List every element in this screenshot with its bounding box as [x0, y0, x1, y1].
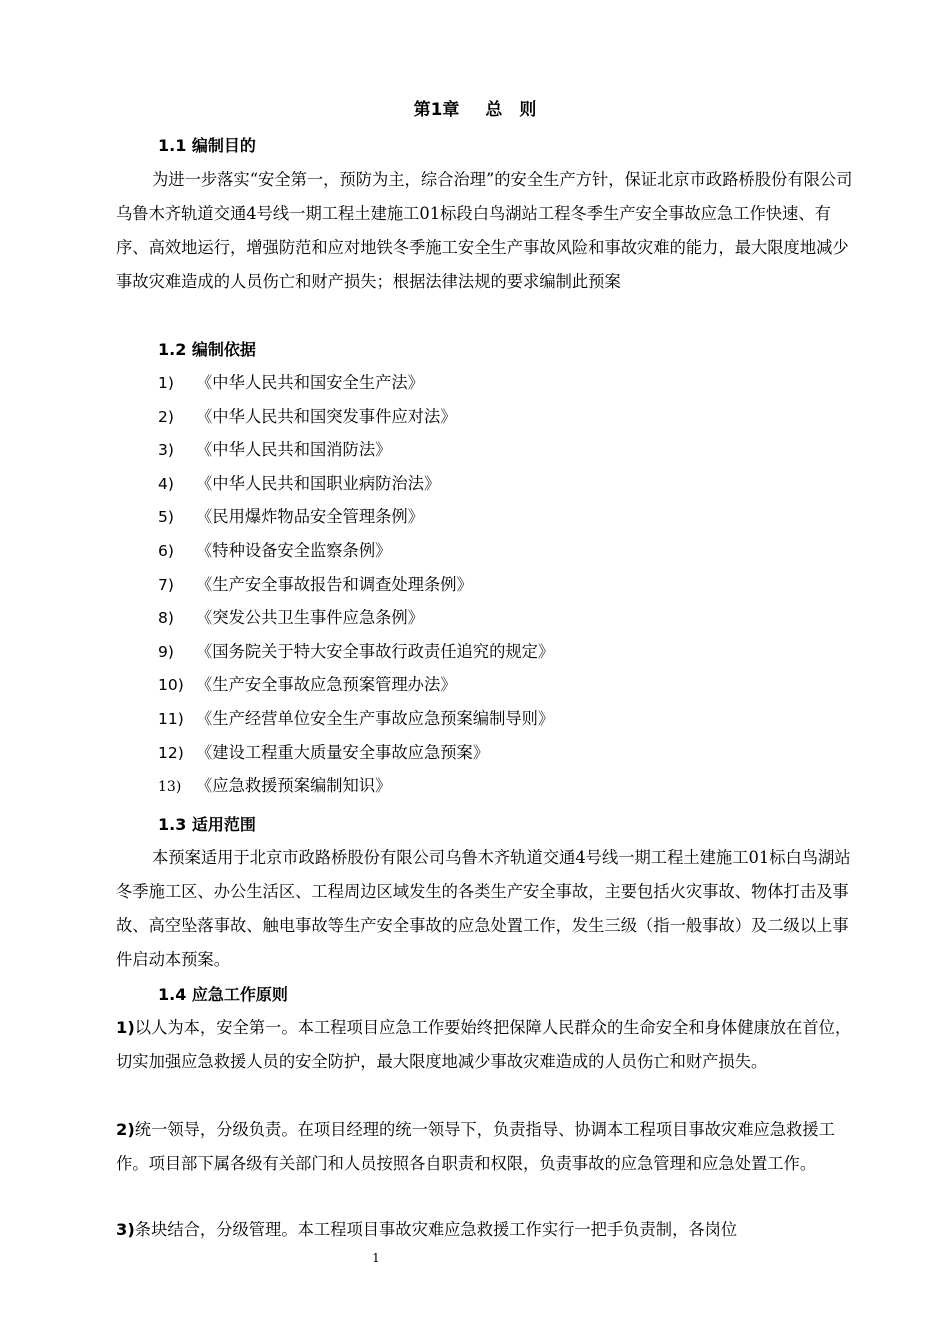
principle-item-1: 1)以人为本，安全第一。本工程项目应急工作要始终把保障人民群众的生命安全和身体健康放在首位，切实加强应急救援人员的安全防护，最大限度地减少事故灾难造成的人员伤亡和财产损失。: [116, 1018, 852, 1071]
chapter-title: [0, 98, 950, 122]
list-item: 11) 《生产经营单位安全生产事故应急预案编制导则》: [158, 708, 555, 728]
section-heading-1-3: 1.3 适用范围: [158, 815, 256, 834]
chapter-number: 第1章: [413, 100, 460, 120]
list-item: 8) 《突发公共卫生事件应急条例》: [158, 608, 424, 628]
section-1-1-body: 为进一步落实“安全第一，预防为主，综合治理”的安全生产方针，保证北京市政路桥股份有限公司乌鲁木齐轨道交通4号线一期工程土建施工01标段白鸟湖站工程冬季生产安全事故应急工作快速、有序、高效地运行，增强防范和应对地铁冬季施工安全生产事故风险和事故灾难的能力，最大限度地减少事故灾难造成的人员伤亡和财产损失；根据法律法规的要求编制此预案: [116, 170, 853, 291]
list-item: 7) 《生产安全事故报告和调查处理条例》: [158, 574, 473, 594]
basis-list: [158, 368, 554, 805]
section-heading-1-1: 1.1 编制目的: [158, 136, 256, 155]
list-item: 3) 《中华人民共和国消防法》: [158, 440, 392, 460]
list-item: 4) 《中华人民共和国职业病防治法》: [158, 473, 441, 493]
list-item: 12) 《建设工程重大质量安全事故应急预案》: [158, 742, 490, 762]
list-item: 2) 《中华人民共和国突发事件应对法》: [158, 406, 457, 426]
principle-item-2: 2)统一领导，分级负责。在项目经理的统一领导下，负责指导、协调本工程项目事故灾难应急救援工作。项目部下属各级有关部门和人员按照各自职责和权限，负责事故的应急管理和应急处置工作。: [116, 1120, 835, 1173]
page-number: 1: [372, 1251, 380, 1265]
chapter-name: 总 则: [485, 100, 537, 120]
list-item: 13) 《应急救援预案编制知识》: [158, 776, 392, 796]
list-item: 5) 《民用爆炸物品安全管理条例》: [158, 507, 424, 527]
section-1-3-body: 本预案适用于北京市政路桥股份有限公司乌鲁木齐轨道交通4号线一期工程土建施工01标白鸟湖站冬季施工区、办公生活区、工程周边区域发生的各类生产安全事故，主要包括火灾事故、物体打击及事故、高空坠落事故、触电事故等生产安全事故的应急处置工作，发生三级（指一般事故）及二级以上事件启动本预案。: [116, 848, 851, 969]
principle-item-3: 3)条块结合，分级管理。本工程项目事故灾难应急救援工作实行一把手负责制，各岗位: [116, 1220, 738, 1239]
list-item: 1) 《中华人民共和国安全生产法》: [158, 373, 424, 392]
list-item: 6) 《特种设备安全监察条例》: [158, 540, 392, 560]
list-item: 10) 《生产安全事故应急预案管理办法》: [158, 675, 457, 695]
list-item: 9) 《国务院关于特大安全事故行政责任追究的规定》: [158, 641, 555, 661]
section-heading-1-2: 1.2 编制依据: [158, 340, 256, 359]
section-heading-1-4: 1.4 应急工作原则: [158, 985, 288, 1004]
